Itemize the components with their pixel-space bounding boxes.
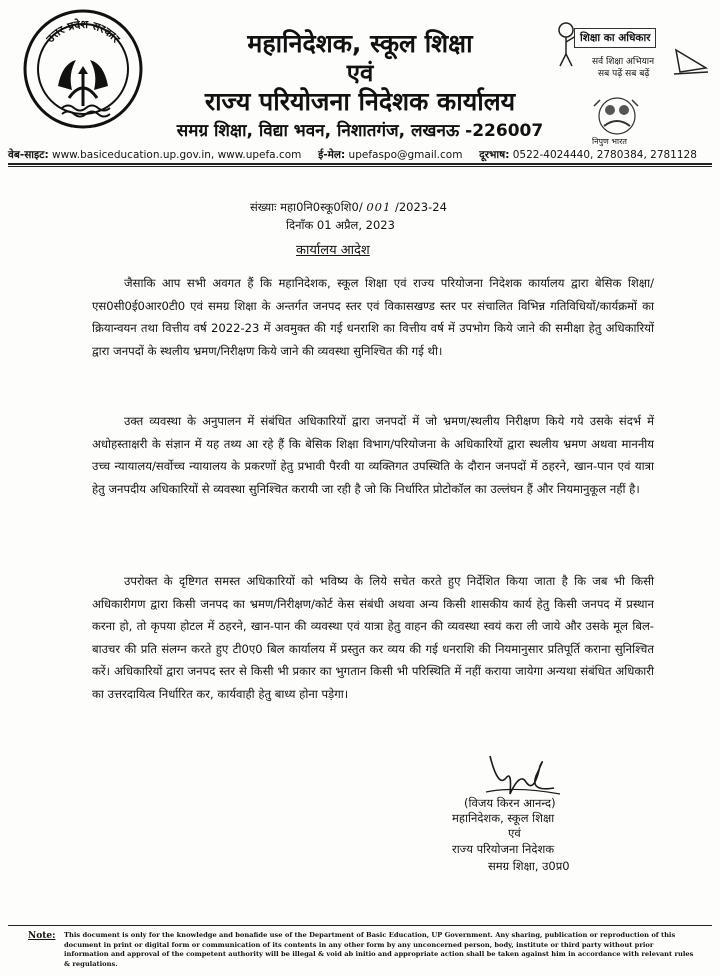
nipun-label: निपुण भारत (592, 137, 627, 146)
header-divider-thin (8, 166, 712, 167)
ssa-tagline: सर्व शिक्षा अभियान (592, 57, 655, 67)
email-value: upefaspo@gmail.com (348, 149, 463, 161)
reference-prefix: संख्याः महा0नि0स्कू0शि0/ (250, 200, 363, 214)
nipun-bharat-logo-icon (588, 92, 646, 142)
website-label: वेब-साइट: (8, 149, 49, 161)
body-paragraph-1: जैसाकि आप सभी अवगत हैं कि महानिदेशक, स्कूल शिक्षा एवं राज्य परियोजना निदेशक कार्यालय द्वारा बेसिक शिक्षा/एस0सी0ई0आर0टी0 एवं समग्र शिक्षा के अन्तर्गत जनपद स्तर एवं विकासखण्ड स्तर पर संचालित विभिन्न गतिविधियों/कार्यक्रमों का क्रियान्वयन तथा वित्तीय वर्ष 2022-23 में अवमुक्त की गई धनराशि का वित्तीय वर्ष में उपभोग किये जाने की समीक्षा हेतु अधिकारियों द्वारा जनपदों के स्थलीय भ्रमण/निरीक्षण किये जाने की व्यवस्था सुनिश्चित की गई थी। (92, 276, 654, 358)
office-title-line2: एवं (346, 59, 374, 87)
letter-subject: कार्यालय आदेश (296, 243, 370, 258)
body-paragraph-2: उक्त व्यवस्था के अनुपालन में संबंधित अधिकारियों द्वारा जनपदों में जो भ्रमण/स्थलीय निरीक्षण किये गये उसके संदर्भ में अधोहस्ताक्षरी के संज्ञान में यह तथ्य आ रहे हैं कि बेसिक शिक्षा विभाग/परियोजना के अधिकारियों द्वारा स्थलीय भ्रमण अथवा माननीय उच्च न्यायालय/सर्वोच्च न्यायालय के प्रकरणों हेतु प्रभावी पैरवी या व्यक्तिगत उपस्थिति के दौरान जनपदों में ठहरने, खान-पान एवं यात्रा हेतु जनपदीय अधिकारियों से व्यवस्था सुनिश्चित करायी जा रही है जो कि निर्धारित प्रोटोकॉल का उल्लंघन हैं और नियमानुकूल नहीं है। (92, 414, 654, 496)
signatory-name: (विजय किरन आनन्द) (464, 796, 556, 810)
contact-line (8, 148, 712, 162)
reference-suffix: /2023-24 (394, 200, 447, 214)
body-paragraph-3: उपरोक्त के दृष्टिगत समस्त अधिकारियों को भविष्य के लिये सचेत करते हुए निर्देशित किया जाता है कि जब भी किसी अधिकारीगण द्वारा किसी जनपद का भ्रमण/निरीक्षण/कोर्ट केस संबंधी अथवा अन्य किसी शासकीय कार्य हेतु किसी जनपद में प्रस्थान करना हो, तो कृपया होटल में ठहरने, खान-पान की व्यवस्था एवं यात्रा हेतु वाहन की व्यवस्था स्वयं करा ली जाये और उसके मूल बिल-बाउचर की प्रति संलग्न करते हुए टी0ए0 बिल कार्यालय में प्रस्तुत कर व्यय की गई धनराशि की नियमानुसार प्रतिपूर्ति कराना सुनिश्चित करें। अधिकारियों द्वारा जनपद स्तर से किसी भी प्रकार का भुगतान किसी भी परिस्थिति में नहीं कराया जायेगा अन्यथा संबंधित अधिकारी का उत्तरदायित्व निर्धारित कर, कार्यवाही हेतु बाध्य होना पड़ेगा। (92, 574, 654, 701)
header-divider (8, 163, 712, 165)
signatory-designation-2: एवं (508, 826, 521, 840)
up-government-emblem-icon (22, 8, 144, 130)
svg-text:उत्तर प्रदेश सरकार: उत्तर प्रदेश सरकार (43, 17, 123, 46)
ssa-motto: सब पढ़ें सब बढ़ें (598, 69, 650, 79)
rte-label: शिक्षा का अधिकार (574, 28, 656, 48)
footer-divider (8, 925, 712, 926)
email-label: ई-मेल: (318, 149, 346, 161)
footer-disclaimer: This document is only for the knowledge and bonafide use of the Department of Basic Education, UP Government. Any sharing, publication or reproduction of this document in print or digital form or communication of its contents in any other form by any unconcerned person, body, institute or third party without prior information and approval of the competent authority will be illegal & void ab initio and appropriate action shall be taken against him in accordance with relevant rules & regulations. (64, 931, 694, 968)
signatory-designation-3: राज्य परियोजना निदेशक (452, 842, 555, 856)
office-title-line1: महानिदेशक, स्कूल शिक्षा (247, 29, 473, 58)
website-value: www.basiceducation.up.gov.in, www.upefa.com (52, 149, 302, 161)
reference-number (250, 200, 447, 215)
signatory-designation-4: समग्र शिक्षा, उ0प्र0 (488, 859, 570, 873)
footer-note-label: Note: (28, 931, 56, 941)
signatory-designation-1: महानिदेशक, स्कूल शिक्षा (452, 811, 555, 825)
reference-handwritten-number: 001 (366, 200, 392, 214)
office-title-line3: राज्य परियोजना निदेशक कार्यालय (204, 87, 516, 116)
phone-value: 0522-4024440, 2780384, 2781128 (512, 149, 697, 161)
letter-date: दिनाँक 01 अप्रैल, 2023 (286, 218, 395, 232)
office-address: समग्र शिक्षा, विद्या भवन, निशातगंज, लखनऊ -226007 (176, 121, 544, 141)
phone-label: दूरभाष: (479, 149, 510, 161)
